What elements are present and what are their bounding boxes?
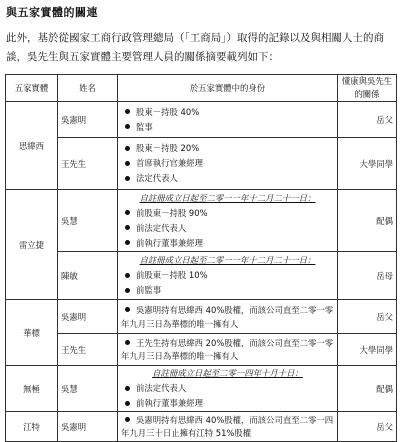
bullet-icon [125,146,130,151]
role-cell [118,102,338,138]
role-line: 前執行董事兼經理 [121,396,334,411]
bullet-icon [125,288,130,293]
section-title: 與五家實體的關連 [6,6,98,19]
role-cell [118,252,338,300]
bullet-icon [125,386,130,391]
bullet-icon [125,109,130,114]
table-row [6,334,397,366]
role-cell [118,366,338,412]
relationship-cell: 配偶 [338,190,397,252]
entity-cell: 無極 [6,366,58,412]
bullet-icon [125,417,130,422]
relationship-cell: 大學同學 [338,334,397,366]
role-line: 前股東－持股 10% [121,268,334,283]
relationship-table [5,74,397,442]
bullet-icon [125,124,130,129]
bullet-icon [125,210,130,215]
role-line: 前法定代表人 [121,381,334,396]
bullet-icon [125,401,130,406]
bullet-icon [125,340,130,345]
entity-cell: 思緯西 [6,102,58,190]
role-line: 法定代表人 [121,171,334,186]
person-cell: 陳敏 [58,252,118,300]
person-cell: 王先生 [58,334,118,366]
role-text: 吳憲明持有思緯西 40%股權，而該公司直至二零一四年九月三十日止擁有江特 51%股權 [121,414,334,438]
table-row [6,366,397,412]
table-row [6,300,397,334]
role-line: 股東－持股 20% [121,141,334,156]
bullet-icon [125,161,130,166]
intro-paragraph: 此外，基於從國家工商行政管理總局（「工商局」）取得的記錄以及與相關人士的商談，吳先生與五家實體主要管理人員的關係摘要載列如下： [6,32,384,63]
entity-cell: 華標 [6,300,58,366]
relationship-cell: 岳父 [338,300,397,334]
relationship-cell: 大學同學 [338,138,397,190]
period-note: 自註冊成立日起至二零一四年十月十日： [152,368,303,378]
relationship-cell: 配偶 [338,366,397,412]
period-note: 自註冊成立日起至二零一一年十二月二十一日： [139,192,316,203]
role-cell [118,138,338,190]
table-row [6,412,397,442]
header-entity: 五家實體 [6,75,58,102]
person-cell: 王先生 [58,138,118,190]
relationship-cell: 岳母 [338,252,397,300]
role-line: 前股東－持股 90% [121,206,334,221]
table-row [6,138,397,190]
entity-cell: 雷立捷 [6,190,58,300]
role-cell [118,190,338,252]
header-relationship: 懂康與吳先生的關係 [338,75,397,102]
table-row [6,252,397,300]
role-cell [118,412,338,442]
bullet-icon [125,225,130,230]
role-cell [118,300,338,334]
role-line: 前執行董事兼經理 [121,236,334,251]
role-text: 王先生持有思緯西 20%股權，而該公司直至二零一零年九月三日為華標的唯一擁有人 [121,337,334,361]
role-line: 前法定代表人 [121,221,334,236]
relationship-cell: 岳父 [338,102,397,138]
header-name: 姓名 [58,75,118,102]
role-line: 首席執行官兼經理 [121,156,334,171]
table-row [6,102,397,138]
relationship-cell: 岳父 [338,412,397,442]
table-header-row [6,75,397,102]
role-text: 吳憲明持有思緯西 40%股權，而該公司直至二零一零年九月三日為華標的唯一擁有人 [121,304,334,329]
person-cell: 吳憲明 [58,412,118,442]
person-cell: 吳憲明 [58,300,118,334]
bullet-icon [125,273,130,278]
person-cell: 吳慧 [58,366,118,412]
role-line: 股東－持股 40% [121,105,334,120]
bullet-icon [125,176,130,181]
period-note: 自註冊成立日起至二零一一年十二月二十一日： [139,255,316,265]
bullet-icon [125,240,130,245]
role-line: 前監事 [121,283,334,298]
role-cell [118,334,338,366]
bullet-icon [125,307,130,312]
table-row [6,190,397,252]
person-cell: 吳慧 [58,190,118,252]
person-cell: 吳憲明 [58,102,118,138]
role-line: 監事 [121,120,334,135]
header-role: 於五家實體中的身份 [118,75,338,102]
entity-cell: 江特 [6,412,58,442]
